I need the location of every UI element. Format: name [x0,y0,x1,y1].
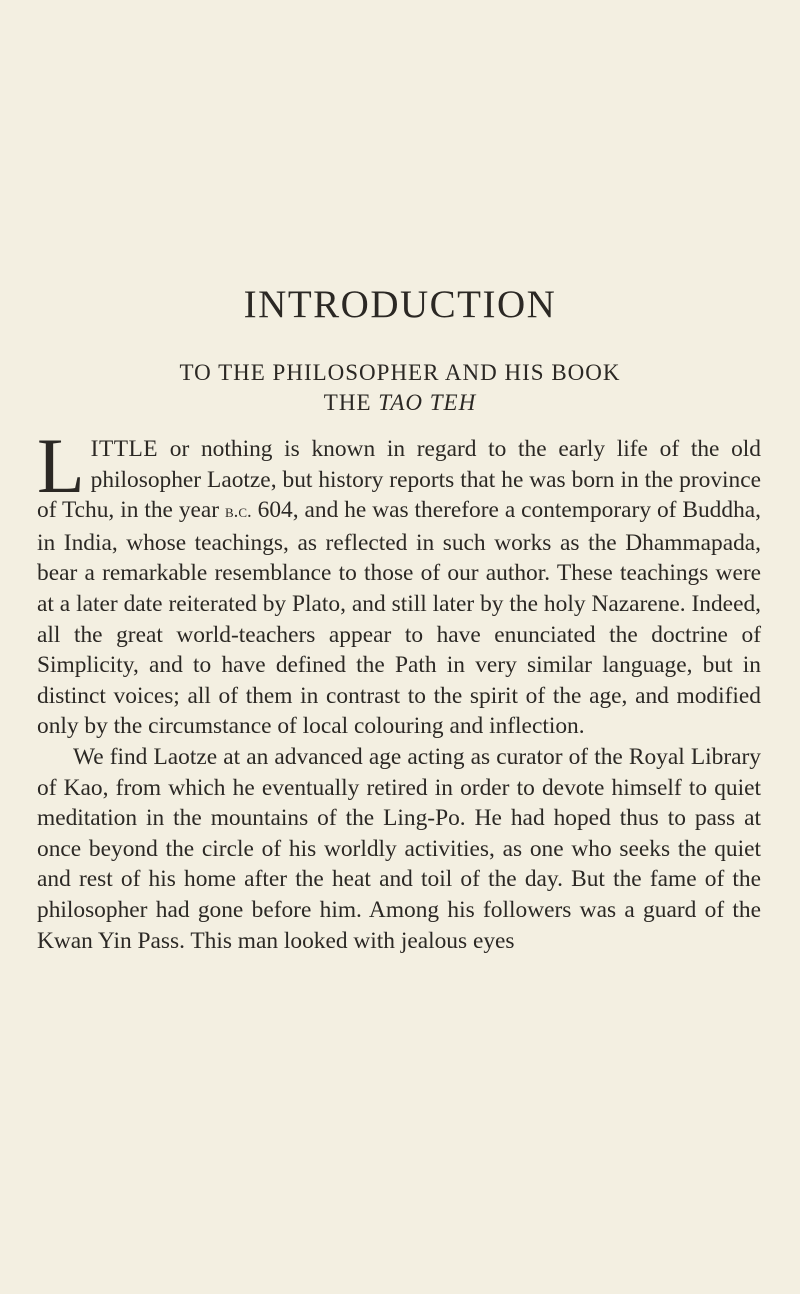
body-text [37,422,761,956]
paragraph-1 [37,422,761,742]
paragraph-1-text-a: or nothing is known in regard to the early life of the old philosopher Laotze, but history reports that he was born in the province of Tchu, in the year [37,436,761,524]
subtitle-book-title: TAO TEH [378,390,477,415]
paragraph-1-text-b: 604, and he was therefore a contemporary of Buddha, in India, whose teachings, as reflected in such works as the Dhammapada, bear a remarkable resemblance to those of our author. These teachings were at a later date reiterated by Plato, and still later by the holy Nazarene. Indeed, all the great world-teachers appear to have enunciated the doctrine of Simplicity, and to have defined the Path in very similar language, but in distinct voices; all of them in contrast to the spirit of the age, and modified only by the circumstance of local colouring and inflection. [37,497,761,740]
drop-cap: L [37,422,85,509]
subtitle-prefix: THE [323,390,379,415]
paragraph-2: We find Laotze at an advanced age acting as curator of the Royal Library of Kao, from which he eventually retired in order to devote himself to quiet meditation in the mountains of the Ling-Po. He had hoped thus to pass at once beyond the circle of his worldly activities, as one who seeks the quiet and rest of his home after the heat and toil of the day. But the fame of the philosopher had gone before him. Among his followers was a guard of the Kwan Yin Pass. This man looked with jealous eyes [37,743,761,954]
subtitle-line-2 [0,389,800,417]
era-abbreviation: b.c. [225,501,252,523]
page-title: INTRODUCTION [243,283,557,326]
opening-caps: ITTLE [90,436,159,462]
subtitle-line-1: TO THE PHILOSOPHER AND HIS BOOK [179,360,621,385]
